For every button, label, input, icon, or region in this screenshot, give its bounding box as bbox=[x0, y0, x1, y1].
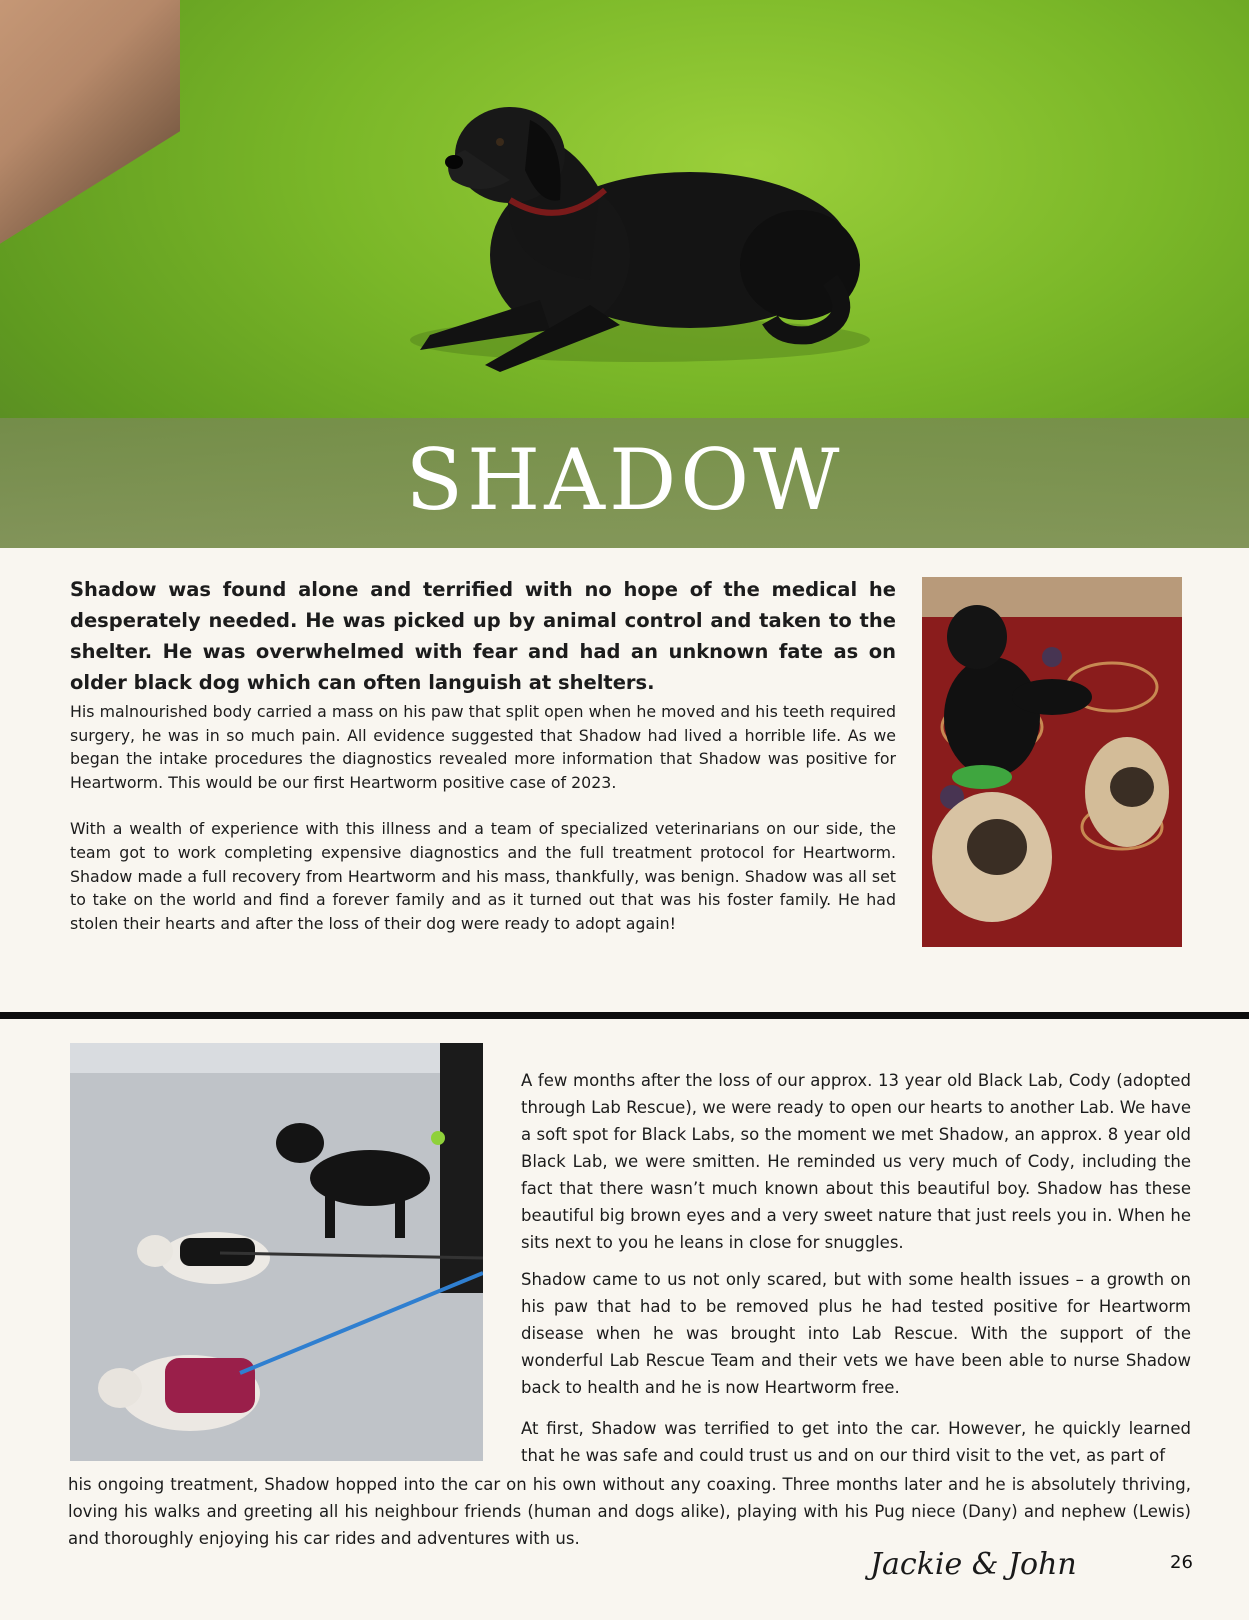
rug-photo-illustration bbox=[922, 577, 1182, 947]
story-text bbox=[70, 700, 896, 958]
testimonial-paragraph: A few months after the loss of our approx. 13 year old Black Lab, Cody (adopted through Lab Rescue), we were ready to open our hearts to another Lab. We have a soft spot for Black Labs, so the moment we met Shadow, an approx. 8 year old Black Lab, we were smitten. He reminded us very much of Cody, including the fact that there wasn’t much known about this beautiful boy. Shadow has these beautiful big brown eyes and a very sweet nature that just reels you in. When he sits next to you he leans in close for snuggles. bbox=[521, 1071, 1191, 1252]
section-divider bbox=[0, 1012, 1249, 1019]
page-number: 26 bbox=[1170, 1552, 1193, 1573]
signature bbox=[860, 1538, 1080, 1588]
page-title: SHADOW bbox=[405, 431, 844, 529]
signature-text: Jackie & John bbox=[870, 1547, 1077, 1582]
testimonial-text bbox=[521, 1067, 1191, 1479]
deck-corner bbox=[0, 0, 180, 269]
black-lab-illustration bbox=[390, 80, 870, 380]
hero-photo bbox=[0, 0, 1249, 548]
walk-photo-illustration bbox=[70, 1043, 483, 1461]
photo-walk bbox=[70, 1043, 483, 1461]
story-paragraph: With a wealth of experience with this illness and a team of specialized veterinarians on our side, the team got to work completing expensive diagnostics and the full treatment protocol for Heartworm. Shadow made a full recovery from Heartworm and his mass, thankfully, was benign. Shadow was all set to take on the world and find a forever family and as it turned out that was his foster family. He had stolen their hearts and after the loss of their dog were ready to adopt again! bbox=[70, 819, 896, 933]
lead-paragraph: Shadow was found alone and terrified with no hope of the medical he desperately needed. He was picked up by animal control and taken to the shelter. He was overwhelmed with fear and had an unknown fate as on older black dog which can often languish at shelters. bbox=[70, 578, 896, 694]
testimonial-paragraph: At first, Shadow was terrified to get into the car. However, he quickly learned that he was safe and could trust us and on our third visit to the vet, as part of bbox=[521, 1419, 1191, 1465]
story-paragraph: His malnourished body carried a mass on his paw that split open when he moved and his teeth required surgery, he was in so much pain. All evidence suggested that Shadow had lived a horrible life. As we began the intake procedures the diagnostics revealed more information that Shadow was positive for Heartworm. This would be our first Heartworm positive case of 2023. bbox=[70, 702, 896, 792]
testimonial-paragraph: Shadow came to us not only scared, but with some health issues – a growth on his paw that had to be removed plus he had tested positive for Heartworm disease when he was brought into Lab Rescue. With the support of the wonderful Lab Rescue Team and their vets we have been able to nurse Shadow back to health and he is now Heartworm free. bbox=[521, 1270, 1191, 1397]
photo-lab-with-pugs bbox=[922, 577, 1182, 947]
testimonial-continuation: his ongoing treatment, Shadow hopped into the car on his own without any coaxing. Three months later and he is absolutely thriving, loving his walks and greeting all his neighbour friends (human and dogs alike), playing with his Pug niece (Dany) and nephew (Lewis) and thoroughly enjoying his car rides and adventures with us. bbox=[68, 1475, 1191, 1548]
